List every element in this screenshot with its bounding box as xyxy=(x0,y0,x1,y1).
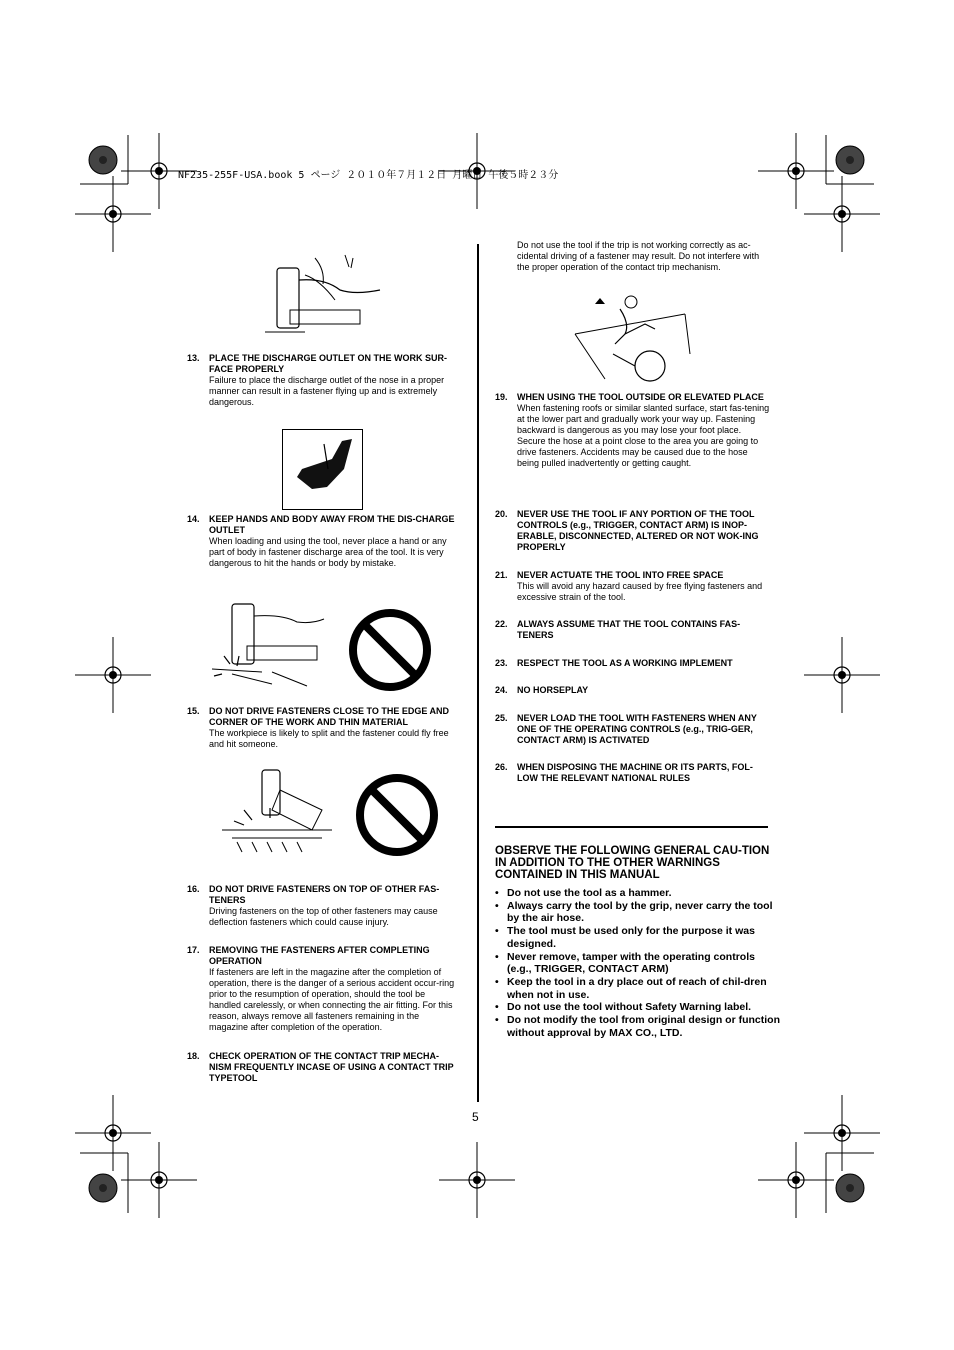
item-21-body: This will avoid any hazard caused by free flying fasteners and excessive strain of the tool. xyxy=(517,581,763,602)
general-caution-title: OBSERVE THE FOLLOWING GENERAL CAU-TION IN ADDITION TO THE OTHER WARNINGS CONTAINED IN THIS MANUAL xyxy=(495,845,770,881)
caution-bullet: • Never remove, tamper with the operating controls (e.g., TRIGGER, CONTACT ARM) xyxy=(495,951,780,976)
item-26-title: WHEN DISPOSING THE MACHINE OR ITS PARTS, FOL-LOW THE RELEVANT NATIONAL RULES xyxy=(517,762,753,783)
item-15-body: The workpiece is likely to split and the fastener could fly free and hit someone. xyxy=(209,728,449,749)
item-21-title: NEVER ACTUATE THE TOOL INTO FREE SPACE xyxy=(517,570,724,580)
item-21: 21. NEVER ACTUATE THE TOOL INTO FREE SPACE This will avoid any hazard caused by free flying fasteners and excessive strain of the tool. xyxy=(495,570,770,603)
item-25-title: NEVER LOAD THE TOOL WITH FASTENERS WHEN ANY ONE OF THE OPERATING CONTROLS (e.g., TRIG-GER, CONTACT ARM) IS ACTIVATED xyxy=(517,713,757,745)
item-13-title: PLACE THE DISCHARGE OUTLET ON THE WORK SUR-FACE PROPERLY xyxy=(209,353,447,374)
roof-worker-illustration xyxy=(575,294,693,382)
item-16: 16. DO NOT DRIVE FASTENERS ON TOP OF OTHER FAS-TENERS Driving fasteners on the top of other fasteners may cause deflection fasteners which could cause injury. xyxy=(187,884,459,928)
item-22: 22. ALWAYS ASSUME THAT THE TOOL CONTAINS FAS-TENERS xyxy=(495,619,770,641)
caution-bullet: • Keep the tool in a dry place out of reach of chil-dren when not in use. xyxy=(495,976,780,1001)
item-18-title: CHECK OPERATION OF THE CONTACT TRIP MECHA-NISM FREQUENTLY INCASE OF USING A CONTACT TRIP TYPETOOL xyxy=(209,1051,454,1083)
crop-mark-bottom-right xyxy=(758,1095,880,1218)
item-23: 23. RESPECT THE TOOL AS A WORKING IMPLEMENT xyxy=(495,658,770,669)
section-rule xyxy=(495,826,768,828)
item-20-title: NEVER USE THE TOOL IF ANY PORTION OF THE TOOL CONTROLS (e.g., TRIGGER, CONTACT ARM) IS INOP-ERABLE, DISCONNECTED, ALTERED OR NOT WOK-ING PROPERLY xyxy=(517,509,759,552)
caution-bullet: • Do not use the tool without Safety Warning label. xyxy=(495,1001,780,1014)
caution-bullet: • Do not use the tool as a hammer. xyxy=(495,887,780,900)
item-17-body: If fasteners are left in the magazine after the completion of operation, there is the danger of a serious accident occur-ring prior to the resumption of operation, should the tool be handled carelessly, or when connecting the air fitting. For this reason, always remove all fasteners remaining in the magazine after completion of the operation. xyxy=(209,967,455,1032)
item-17: 17. REMOVING THE FASTENERS AFTER COMPLETING OPERATION If fasteners are left in the magazine after the completion of operation, there is the danger of a serious accident occur-ring prior to the resumption of operation, should the tool be handled carelessly, or when connecting the air fitting. For this reason, always remove all fasteners remaining in the magazine after completion of the operation. xyxy=(187,945,459,1033)
item-24-title: NO HORSEPLAY xyxy=(517,685,589,695)
item-13-body: Failure to place the discharge outlet of the nose in a proper manner can result in a fastener flying up and is extremely dangerous. xyxy=(209,375,445,407)
item-18: 18. CHECK OPERATION OF THE CONTACT TRIP MECHA-NISM FREQUENTLY INCASE OF USING A CONTACT TRIP TYPETOOL xyxy=(187,1051,459,1084)
crop-mark-left-middle xyxy=(75,637,151,713)
item-18-continued: Do not use the tool if the trip is not working correctly as ac-cidental driving of a fastener may result. Do not interfere with the proper operation of the contact trip mechanism. xyxy=(517,240,760,272)
header-file-info: NF235-255F-USA.book 5 ページ ２０１０年７月１２日 月曜日 午後５時２３分 xyxy=(178,170,559,181)
item-22-title: ALWAYS ASSUME THAT THE TOOL CONTAINS FAS-TENERS xyxy=(517,619,741,640)
item-17-title: REMOVING THE FASTENERS AFTER COMPLETING OPERATION xyxy=(209,945,430,966)
item-26: 26. WHEN DISPOSING THE MACHINE OR ITS PARTS, FOL-LOW THE RELEVANT NATIONAL RULES xyxy=(495,762,770,784)
item-15-title: DO NOT DRIVE FASTENERS CLOSE TO THE EDGE AND CORNER OF THE WORK AND THIN MATERIAL xyxy=(209,706,450,727)
page-number: 5 xyxy=(472,1110,479,1124)
item-20: 20. NEVER USE THE TOOL IF ANY PORTION OF THE TOOL CONTROLS (e.g., TRIGGER, CONTACT ARM) IS INOP-ERABLE, DISCONNECTED, ALTERED OR NOT WOK-ING PROPERLY xyxy=(495,509,770,553)
item-24: 24. NO HORSEPLAY xyxy=(495,685,770,696)
item-14: 14. KEEP HANDS AND BODY AWAY FROM THE DIS-CHARGE OUTLET When loading and using the tool, never place a hand or any part of body in fastener discharge area of the tool. It is very dangerous to hit the hands or body by mistake. xyxy=(187,514,459,569)
nailer-on-surface-illustration xyxy=(265,250,385,340)
prohibited-sign-icon-1 xyxy=(348,608,432,692)
edge-drive-illustration xyxy=(212,594,324,686)
crop-mark-bottom-left xyxy=(75,1095,197,1218)
item-16-body: Driving fasteners on the top of other fasteners may cause deflection fasteners which could cause injury. xyxy=(209,906,438,927)
caution-bullet: • The tool must be used only for the purpose it was designed. xyxy=(495,925,780,950)
item-19-title: WHEN USING THE TOOL OUTSIDE OR ELEVATED PLACE xyxy=(517,392,764,402)
fastener-stack-illustration xyxy=(222,770,332,858)
item-19-body: When fastening roofs or similar slanted surface, start fas-tening at the lower part and gradually work your way up. Fastening backward is dangerous as you may lose your foot place. xyxy=(517,403,770,435)
prohibited-sign-icon-2 xyxy=(355,773,439,857)
item-14-body: When loading and using the tool, never place a hand or any part of body in fastener discharge area of the tool. It is very dangerous to hit the hands or body by mistake. xyxy=(209,536,447,568)
crop-mark-right-middle xyxy=(804,637,880,713)
item-16-title: DO NOT DRIVE FASTENERS ON TOP OF OTHER FAS-TENERS xyxy=(209,884,440,905)
crop-mark-bottom-center xyxy=(439,1142,515,1218)
crop-mark-top-right xyxy=(758,133,880,252)
item-19: 19. WHEN USING THE TOOL OUTSIDE OR ELEVATED PLACE When fastening roofs or similar slanted surface, start fas-tening at the lower part and gradually work your way up. Fastening backward is dangerous as you may lose your foot place. Secure the hose at a point close to the area you are going to drive fasteners. Accidents may be caused due to the hose being pulled inadvertently or getting caught. xyxy=(495,392,770,468)
hand-warning-illustration xyxy=(282,429,364,511)
item-25: 25. NEVER LOAD THE TOOL WITH FASTENERS WHEN ANY ONE OF THE OPERATING CONTROLS (e.g., TRIG-GER, CONTACT ARM) IS ACTIVATED xyxy=(495,713,770,746)
item-13: 13. PLACE THE DISCHARGE OUTLET ON THE WORK SUR-FACE PROPERLY Failure to place the discharge outlet of the nose in a proper manner can result in a fastener flying up and is extremely dangerous. xyxy=(187,353,459,408)
caution-bullet: • Do not modify the tool from original design or function without approval by MAX CO., LTD. xyxy=(495,1014,780,1039)
item-14-title: KEEP HANDS AND BODY AWAY FROM THE DIS-CHARGE OUTLET xyxy=(209,514,455,535)
column-divider xyxy=(477,244,479,1102)
crop-mark-top-left xyxy=(75,133,197,252)
item-15: 15. DO NOT DRIVE FASTENERS CLOSE TO THE EDGE AND CORNER OF THE WORK AND THIN MATERIAL The workpiece is likely to split and the fastener could fly free and hit someone. xyxy=(187,706,459,750)
item-23-title: RESPECT THE TOOL AS A WORKING IMPLEMENT xyxy=(517,658,733,668)
item-19-body-2: Secure the hose at a point close to the area you are going to drive fasteners. Accidents may be caused due to the hose being pulled inadvertently or getting caught. xyxy=(517,436,759,468)
caution-bullet: • Always carry the tool by the grip, never carry the tool by the air hose. xyxy=(495,900,780,925)
general-caution-list xyxy=(495,887,780,1039)
